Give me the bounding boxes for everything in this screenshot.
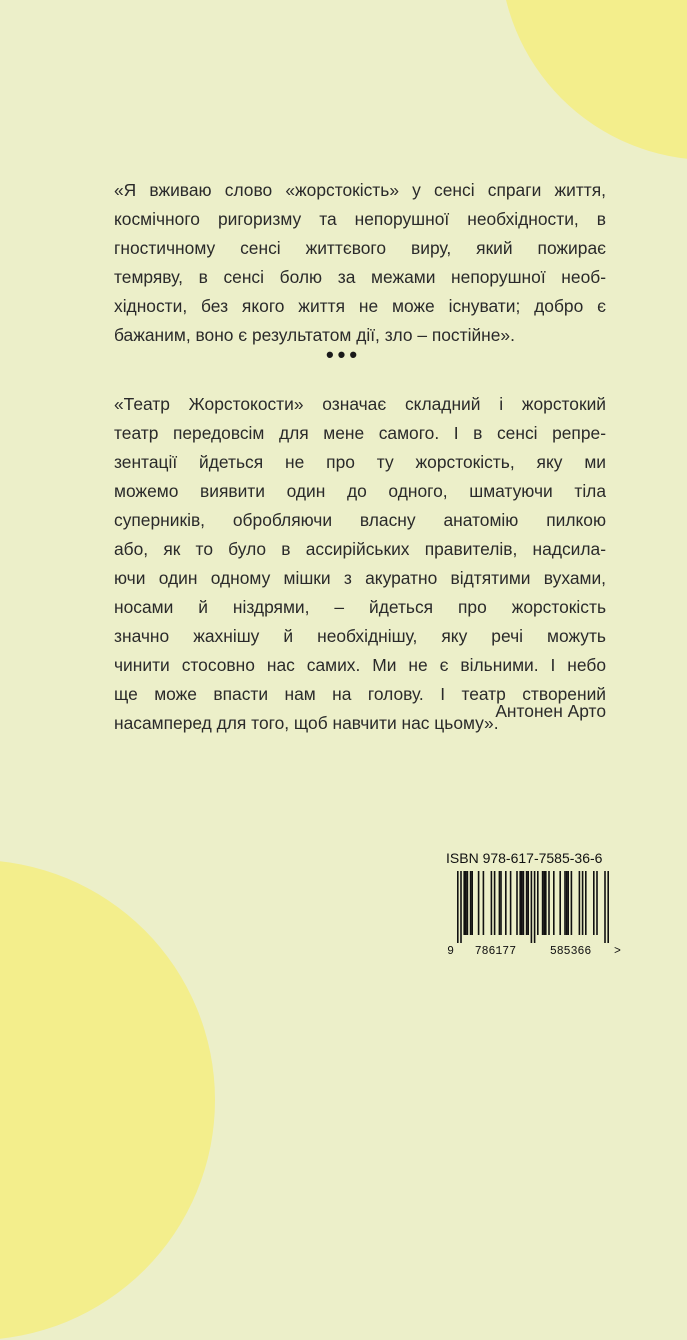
barcode-bar [534,871,536,943]
text-line: бажаним, воно є результатом дії, зло – постійне». [114,325,515,345]
barcode-bar [526,871,528,935]
author-name: Антонен Арто [495,701,606,721]
barcode-bar [471,871,473,935]
decorative-circle-bottom [0,860,215,1340]
barcode-bar [582,871,584,935]
barcode-bar [564,871,566,935]
barcode-bar [579,871,581,935]
barcode-bar [463,871,465,935]
text-line: зентації йдеться не про ту жорстокість, яку ми [114,452,606,472]
text-line: темряву, в сенсі болю за межами непорушної необ- [114,267,606,287]
barcode-bar [553,871,555,935]
barcode-bar [516,871,518,935]
text-line: «Я вживаю слово «жорстокість» у сенсі спраги життя, [114,180,606,200]
text-line: чинити стосовно нас самих. Ми не є вільними. І небо [114,655,606,675]
barcode-bar [467,871,469,935]
barcode-bar [543,871,545,935]
barcode-bar [545,871,547,935]
quote-theatre-of-cruelty [114,390,606,738]
barcode-bar [567,871,569,935]
barcode-digits: 9 [447,945,454,958]
barcode [446,871,622,961]
text-line: значно жахнішу й необхіднішу, яку речі можуть [114,626,606,646]
barcode-digits: > [614,945,621,958]
text-line: ючи один одному мішки з акуратно відтятими вухами, [114,568,606,588]
barcode-bar [478,871,480,935]
text-line: або, як то було в ассирійських правителів, надсила- [114,539,606,559]
barcode-bar [542,871,544,935]
barcode-bar [523,871,525,935]
barcode-bar [548,871,550,935]
text-line: насамперед для того, щоб навчити нас цьому». [114,713,499,733]
barcode-bar [521,871,523,935]
barcode-bar [571,871,573,935]
barcode-bar [470,871,472,935]
barcode-bar [566,871,568,935]
barcode-bar [607,871,609,943]
barcode-bar [537,871,539,935]
barcode-bar [596,871,598,935]
barcode-bar [491,871,493,935]
text-line: театр передовсім для мене самого. І в сенсі репре- [114,423,606,443]
decorative-circle-top [500,0,687,160]
text-line: «Театр Жорстокости» означає складний і жорстокий [114,394,606,414]
text-line: ще може впасти нам на голову. І театр створений [114,684,606,704]
barcode-digits: 585366 [549,945,592,958]
barcode-bar [593,871,595,935]
barcode-bar [527,871,529,935]
barcode-bar [483,871,485,935]
barcode-bar [465,871,467,935]
separator-dots: ••• [325,342,362,367]
text-line: носами й ніздрями, – йдеться про жорстокість [114,597,606,617]
barcode-bar [499,871,501,935]
isbn-barcode-block [446,849,622,961]
text-line: можемо виявити один до одного, шматуючи тіла [114,481,606,501]
text-line: гностичному сенсі життєвого виру, який пожирає [114,238,606,258]
barcode-bar [460,871,462,943]
barcode-bar [531,871,533,943]
text-line: космічного ригоризму та непорушної необхідности, в [114,209,606,229]
text-line: суперників, обробляючи власну анатомію пилкою [114,510,606,530]
barcode-bar [510,871,512,935]
barcode-bar [559,871,561,935]
barcode-bar [604,871,606,943]
barcode-bar [519,871,521,935]
barcode-bar [585,871,587,935]
text-line: хідности, без якого життя не може існувати; добро є [114,296,606,316]
barcode-bar [505,871,507,935]
barcode-bar [457,871,459,943]
isbn-label: ISBN 978-617-7585-36-6 [446,850,603,866]
barcode-bar [494,871,496,935]
barcode-bar [500,871,502,935]
barcode-digits: 786177 [474,945,517,958]
quote-cruelty [114,176,606,350]
